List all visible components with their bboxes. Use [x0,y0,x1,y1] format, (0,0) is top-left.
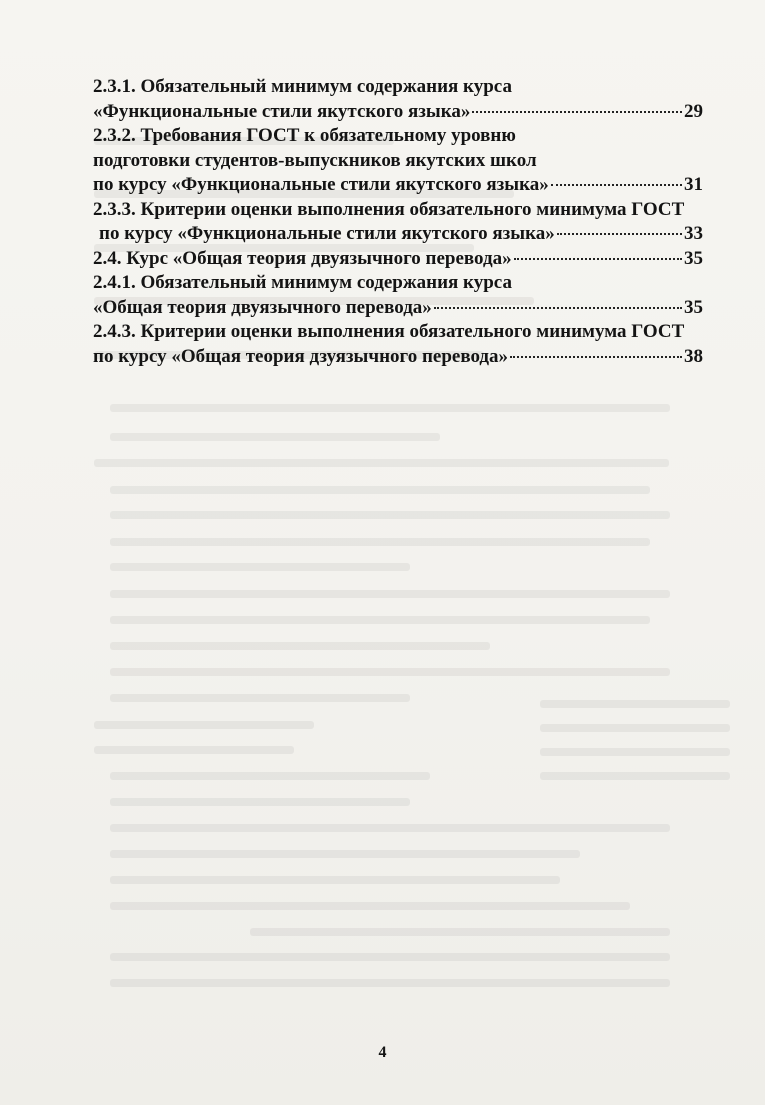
toc-line: по курсу «Функциональные стили якутского языка» [99,223,555,244]
toc-entry-2-4[interactable] [93,247,703,272]
dot-leader [510,356,682,358]
toc-entry-2-3-2[interactable] [93,124,703,198]
dot-leader [514,258,682,260]
toc-page-number: 38 [684,345,703,367]
toc-line: 2.4. Курс «Общая теория двуязычного перевода» [93,247,512,269]
toc-line: 2.4.1. Обязательный минимум содержания курса [93,272,512,293]
toc-line: подготовки студентов-выпускников якутских школ [93,149,537,171]
dot-leader [557,233,682,235]
toc-line: «Общая теория двуязычного перевода» [93,296,432,318]
toc-page-number: 33 [684,223,703,244]
dot-leader [472,111,682,113]
toc-line: по курсу «Функциональные стили якутского языка» [93,174,549,195]
toc-entry-2-3-3[interactable] [93,198,703,247]
toc-line: 2.4.3. Критерии оценки выполнения обязательного минимума ГОСТ [93,321,685,342]
dot-leader [434,307,682,309]
toc-page-number: 31 [684,174,703,195]
toc-page-number: 29 [684,100,703,122]
toc-page-number: 35 [684,247,703,269]
toc-line: по курсу «Общая теория дзуязычного перевода» [93,345,509,367]
toc-line: «Функциональные стили якутского языка» [93,100,471,122]
toc-entry-2-4-3[interactable] [93,320,703,369]
table-of-contents [93,75,703,369]
toc-line: 2.3.1. Обязательный минимум содержания курса [93,76,512,97]
toc-line: 2.3.2. Требования ГОСТ к обязательному уровню [93,125,516,146]
page-number: 4 [378,1044,387,1061]
toc-page-number: 35 [684,296,703,318]
toc-entry-2-4-1[interactable] [93,271,703,320]
toc-line: 2.3.3. Критерии оценки выполнения обязательного минимума ГОСТ [93,198,685,220]
dot-leader [551,184,682,186]
toc-entry-2-3-1[interactable] [93,75,703,124]
